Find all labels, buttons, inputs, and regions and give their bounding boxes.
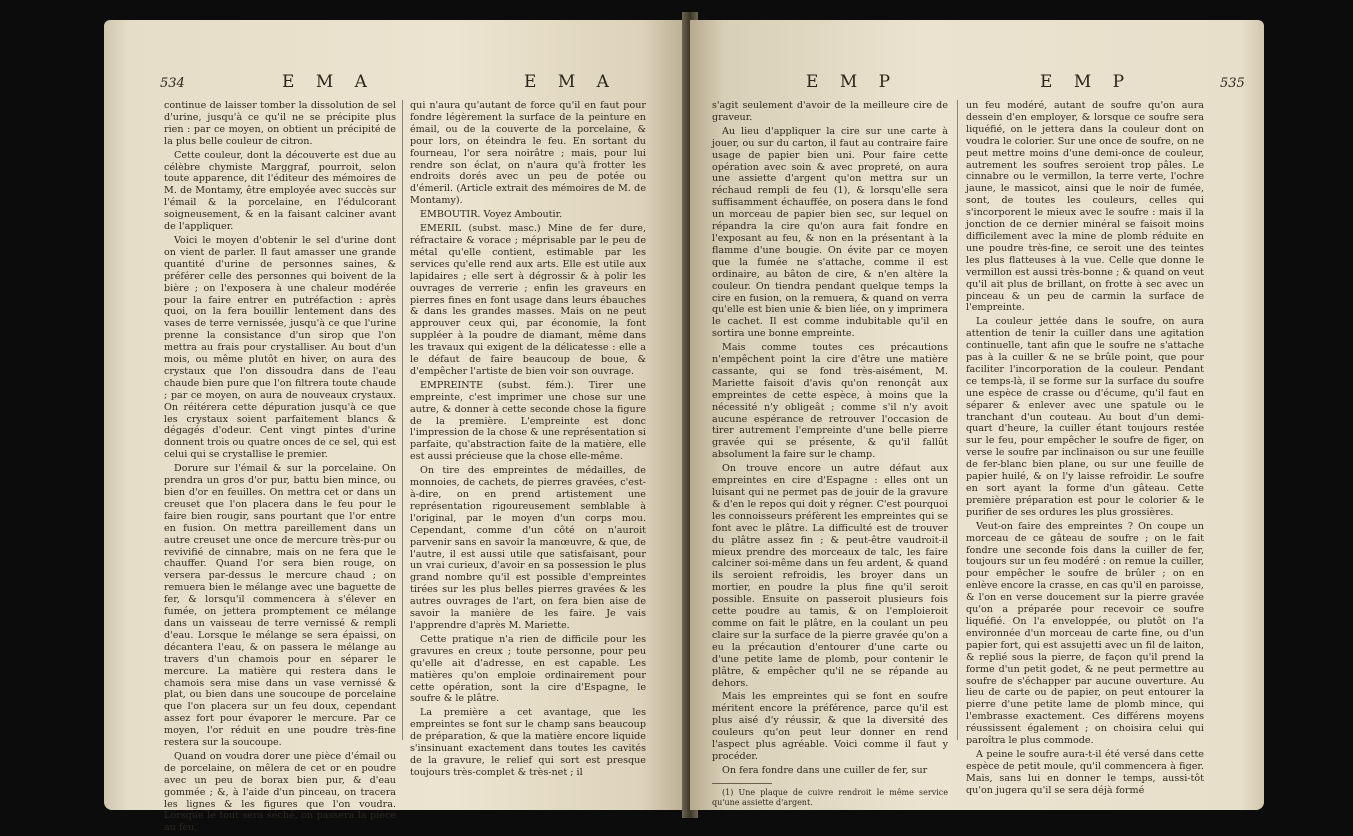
footnote-rule [712, 783, 772, 784]
paragraph: s'agit seulement d'avoir de la meilleure cire de graveur. [712, 100, 948, 123]
page-number-left: 534 [160, 76, 185, 91]
footnote: (1) Une plaque de cuivre rendroit le même service qu'une assiette d'argent. [712, 787, 948, 807]
paragraph: Mais comme toutes ces précautions n'empêchent point la cire d'être une matière cassante, qui se fond très-aisément, M. Mariette faisoit d'avis qu'on renonçât aux empreintes de cette espèce, à moins que la nécessité n'y obligeât ; comme s'il n'y avoit aucune espérance de retrouver l'occasion de tirer autrement l'empreinte d'une belle pierre gravée qui se présente, & qu'il fallût absolument la faire sur le champ. [712, 342, 948, 461]
paragraph: EMPREINTE (subst. fém.). Tirer une empreinte, c'est imprimer une chose sur une autre, & donner à cette seconde chose la figure de la première. L'empreinte est donc l'impression de la chose & une représentation si parfaite, qu'abstraction faite de la matière, elle est aussi précieuse que la chose elle-même. [410, 379, 646, 463]
paragraph: La couleur jettée dans le soufre, on aura attention de tenir la cuiller dans une agitation continuelle, tant afin que le soufre ne s'attache pas à la cuiller & ne se brûle point, que pour faciliter l'incorporation de la couleur. Pendant ce temps-là, il se forme sur la surface du soufre une espèce de crasse ou d'écume, qu'il faut en séparer & enlever avec une spatule ou le tranchant d'un couteau. Au bout d'un demi-quart d'heure, la cuiller étant toujours restée sur le feu, pour empêcher le soufre de figer, on verse le soufre par inclinaison ou sur une feuille de fer-blanc bien plane, ou sur une feuille de papier huilé, & on l'y laisse refroidir. Le soufre en sort ayant la forme d'un gâteau. Cette première préparation est pour le colorier & le purifier de ses ordures les plus grossières. [966, 316, 1204, 518]
paragraph: Dorure sur l'émail & sur la porcelaine. On prendra un gros d'or pur, battu bien mince, ou bien d'or en feuilles. On mettra cet or dans un creuset que l'on placera dans le feu pour le faire bien rougir, sans pourtant que l'or entre en fusion. On mettra pareillement dans un autre creuset une once de mercure très-pur ou revivifié de cinnabre, mais on ne fera que le chauffer. Quand l'or sera bien rouge, on versera par-dessus le mercure chaud ; on remuera bien le mélange avec une baguette de fer, & lorsqu'il commencera à s'élever en fumée, on jettera promptement ce mélange dans un vaisseau de terre vernissé & rempli d'eau. Lorsque le mélange se sera épaissi, on décantera l'eau, & on passera le mélange au travers d'un chamois pour en séparer le mercure. La matière qui restera dans le chamois sera mise dans un vase vernissé & plat, ou bien dans une soucoupe de porcelaine que l'on placera sur un feu doux, cependant assez fort pour évaporer le mercure. Par ce moyen, l'or réduit en une poudre très-fine restera sur la soucoupe. [164, 463, 396, 749]
column-divider [957, 100, 958, 740]
left-page [104, 20, 688, 834]
left-page-column-1 [164, 100, 396, 836]
right-page-column-1 [712, 100, 948, 810]
paragraph: On trouve encore un autre défaut aux empreintes en cire d'Espagne : elles ont un luisant qui ne permet pas de jouir de la gravure & d'en le repos qui doit y régner. C'est pourquoi les connoisseurs préfèrent les empreintes qui se font avec le plâtre. La difficulté est de trouver du plâtre assez fin ; & peut-être vaudroit-il mieux prendre des morceaux de talc, les faire calciner soi-même dans un feu ardent, & quand ils seroient refroidis, les broyer dans un mortier, en poudre la plus fine qu'il seroit possible. Ensuite on passeroit plusieurs fois cette poudre au tamis, & on l'emploieroit comme on fait le plâtre, en la coulant un peu claire sur la surface de la pierre gravée qu'on a eu la précaution d'entourer d'une carte ou d'une petite lame de plomb, pour contenir le plâtre, & empêcher qu'il ne se répande au dehors. [712, 463, 949, 689]
paragraph: EMERIL (subst. masc.) Mine de fer dure, réfractaire & vorace ; méprisable par le peu de métal qu'elle contient, estimable par les services qu'elle rend aux arts. Elle est utile aux lapidaires ; elle sert à dégrossir & à polir les ouvrages de verrerie ; enfin les graveurs en pierres fines en font usage dans leurs ébauches & dans les grandes masses. Mais on ne peut approuver ceux qui, par économie, la font suppléer à la poudre de diamant, même dans les travaux qui exigent de la délicatesse : elle a le défaut de faire beaucoup de boue, & d'empêcher l'artiste de bien voir son ouvrage. [410, 223, 646, 377]
running-head-right-b: E M P [1040, 72, 1133, 92]
page-number-right: 535 [1220, 76, 1245, 91]
paragraph: Cette couleur, dont la découverte est due au célèbre chymiste Marggraf, pourroit, selon toute apparence, dit l'éditeur des mémoires de M. de Montamy, être employée avec succès sur l'émail & la porcelaine, en l'édulcorant soigneusement, & en la faisant calciner avant de l'appliquer. [164, 149, 396, 233]
paragraph: Au lieu d'appliquer la cire sur une carte à jouer, ou sur du carton, il faut au contraire faire usage de papier bien uni. Pour faire cette opération avec soin & avec propreté, on aura une assiette d'argent qu'on mettra sur un réchaud rempli de feu (1), & lorsqu'elle sera suffisamment échauffée, on posera dans le fond un morceau de papier bien sec, sur lequel on répandra la cire qu'on aura fait fondre en l'exposant au feu, & non en la présentant à la flamme d'une bougie. On évite par ce moyen que la fumée ne s'attache, comme il est ordinaire, au bâton de cire, & n'en altère la couleur. On tiendra pendant quelque temps la cire en fusion, on la remuera, & quand on verra qu'elle est bien unie & bien liée, on y imprimera le cachet. Il est comme indubitable qu'il en sortira une bonne empreinte. [712, 125, 948, 340]
paragraph: Cette pratique n'a rien de difficile pour les gravures en creux ; toute personne, pour peu qu'elle ait d'adresse, en est capable. Les matières qu'on emploie ordinairement pour cette opération, sont la cire d'Espagne, le soufre & le plâtre. [410, 633, 646, 705]
right-page [690, 20, 1264, 810]
paragraph: Mais les empreintes qui se font en soufre méritent encore la préférence, parce qu'il est plus aisé d'y réussir, & que la diversité des couleurs qu'on peut leur donner en rend l'aspect plus agréable. Voici comme il faut y procéder. [712, 691, 948, 762]
paragraph: On tire des empreintes de médailles, de monnoies, de cachets, de pierres gravées, c'est-à-dire, on en prend artistement une représentation rigoureusement semblable à l'original, par le moyen d'un corps mou. Cependant, comme d'un côté on n'auroit parvenir sans en savoir la manœuvre, & que, de l'autre, il est aussi utile que satisfaisant, pour un vrai curieux, d'avoir en sa possession le plus grand nombre qu'il est possible d'empreintes tirées sur les plus belles pierres gravées & les autres ouvrages de l'art, on fera bien aise de savoir la manière de les faire. Je vais l'apprendre d'après M. Mariette. [410, 465, 646, 631]
paragraph: continue de laisser tomber la dissolution de sel d'urine, jusqu'à ce qu'il ne se précipite plus rien : par ce moyen, on obtient un précipité de la plus belle couleur de citron. [164, 100, 396, 147]
running-head-left-b: E M A [524, 72, 617, 92]
paragraph: Veut-on faire des empreintes ? On coupe un morceau de ce gâteau de soufre ; on le fait fondre une seconde fois dans la cuiller de fer, toujours sur un feu modéré : on remue la cuiller, pour empêcher le soufre de brûler ; on en enlève encore la crasse, en cas qu'il en paroisse, & l'on en verse doucement sur la pierre gravée qu'on a préparée pour recevoir ce soufre liquéfié. On l'a enveloppée, ou plutôt on l'a environnée d'un morceau de carte fine, ou d'un papier fort, qui est assujetti avec un fil de laiton, & replié sous la pierre, de façon qu'il prend la forme d'un petit godet, & ne peut permettre au soufre de s'échapper par aucune ouverture. Au lieu de carte ou de papier, on peut entourer la pierre d'une petite lame de plomb mince, qui l'embrasse exactement. Ces différens moyens réussissent également ; on choisira celui qui paroîtra le plus commode. [966, 520, 1204, 747]
paragraph: Voici le moyen d'obtenir le sel d'urine dont on vient de parler. Il faut amasser une grande quantité d'urine de personnes saines, & préférer celle des personnes qui boivent de la bière ; on l'exposera à une chaleur modérée pour la faire entrer en putréfaction : après quoi, on la fera bouillir lentement dans des vases de terre vernissée, jusqu'à ce que l'urine prenne la consistance d'un sirop que l'on mettra au frais pour crystalliser. Au bout d'un mois, ou même plutôt en hiver, on aura des crystaux que l'on dissoudra dans de l'eau chaude bien pure que l'on filtrera toute chaude ; par ce moyen, on aura de nouveaux crystaux. On réitérera cette dépuration jusqu'à ce que les crystaux soient parfaitement blancs & dégagés d'odeur. Cent vingt pintes d'urine donnent trois ou quatre onces de ce sel, qui est celui qui se crystallise le premier. [164, 234, 396, 461]
paragraph: un feu modéré, autant de soufre qu'on aura dessein d'en employer, & lorsque ce soufre sera liquéfié, on le jettera dans la couleur dont on voudra le colorier. Sur une once de soufre, on ne peut mettre moins d'une demi-once de couleur, autrement les soufres seroient trop pâles. Le cinnabre ou le vermillon, la terre verte, l'ochre jaune, le massicot, ainsi que le noir de fumée, sont, de toutes les couleurs, celles qui s'incorporent le mieux avec le soufre : mais il la jonction de ce dernier minéral se faisoit moins difficilement avec la mine de plomb réduite en une poudre très-fine, ce seroit une des teintes les plus flatteuses à la vue. Celle que donne le vermillon est aussi très-bonne ; & quand on veut qu'il ait plus de brillant, on frotte à sec avec un pinceau & un peu de carmin la surface de l'empreinte. [966, 100, 1204, 314]
paragraph: EMBOUTIR. Voyez Amboutir. [420, 209, 563, 221]
paragraph: qui n'aura qu'autant de force qu'il en faut pour fondre légèrement la surface de la peinture en émail, ou de la couverte de la porcelaine, & pour lors, on éteindra le feu. En sortant du fourneau, l'or sera noirâtre ; mais, pour lui rendre son éclat, on n'aura qu'à frotter les endroits dorés avec un peu de potée ou d'émeril. (Article extrait des mémoires de M. de Montamy). [410, 100, 646, 207]
left-page-column-2 [410, 100, 646, 781]
paragraph: On fera fondre dans une cuiller de fer, sur [722, 764, 928, 776]
right-page-column-2 [966, 100, 1204, 799]
paragraph: La première a cet avantage, que les empreintes se font sur le champ sans beaucoup de préparation, & que la matière encore liquide s'insinuant exactement dans toutes les cavités de la gravure, le relief qui sort est presque toujours très-complet & très-net ; il [410, 707, 646, 778]
running-head-right-a: E M P [806, 72, 899, 92]
open-book [104, 8, 1264, 834]
paragraph: Quand on voudra dorer une pièce d'émail ou de porcelaine, on mêlera de cet or en poudre avec un peu de borax bien pur, & d'eau gommée ; &, à l'aide d'un pinceau, on tracera les lignes & les figures que l'on voudra. Lorsque le tout sera séché, on passera la pièce au feu, [164, 750, 396, 834]
running-head-left-a: E M A [282, 72, 375, 92]
paragraph: A peine le soufre aura-t-il été versé dans cette espèce de petit moule, qu'il commencera à figer. Mais, sans lui en donner le temps, aussi-tôt qu'on jugera qu'il se sera déjà formé [966, 748, 1204, 796]
column-divider [402, 100, 403, 740]
